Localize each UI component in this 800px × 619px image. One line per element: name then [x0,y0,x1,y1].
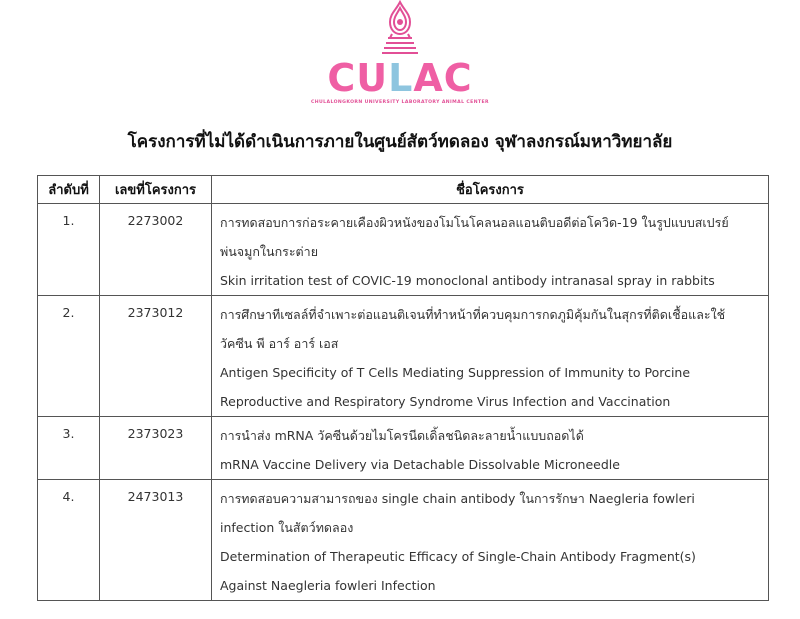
project-name-line: การนำส่ง mRNA วัคซีนด้วยไมโครนีดเดิ้ลชนิดละลายน้ำแบบถอดได้ [220,428,584,443]
project-name-line: Skin irritation test of COVIC-19 monoclonal antibody intranasal spray in rabbits [220,273,715,288]
project-name-line: การทดสอบการก่อระคายเคืองผิวหนังของโมโนโคลนอลแอนติบอดีต่อโควิด-19 ในรูปแบบสเปรย์ [220,215,729,230]
row-number: 4. [38,480,100,601]
table-row [38,204,769,296]
row-number: 2. [38,296,100,417]
table-header-row [38,176,769,204]
column-header-project-id: เลขที่โครงการ [100,176,212,204]
logo-wordmark: CULAC [327,56,473,100]
project-name-line: Antigen Specificity of T Cells Mediating Suppression of Immunity to Porcine [220,365,691,380]
column-header-project-name: ชื่อโครงการ [212,176,769,204]
column-header-no: ลำดับที่ [38,176,100,204]
page-title: โครงการที่ไม่ได้ดำเนินการภายในศูนย์สัตว์ทดลอง จุฬาลงกรณ์มหาวิทยาลัย [127,132,673,152]
project-name-line: การศึกษาทีเซลล์ที่จำเพาะต่อแอนติเจนที่ทำหน้าที่ควบคุมการกดภูมิคุ้มกันในสุกรที่ติดเชื้อและใช้ [220,307,726,322]
project-name [212,204,769,296]
project-name-line: การทดสอบความสามารถของ single chain antibody ในการรักษา Naegleria fowleri [220,491,695,506]
project-id: 2373012 [100,296,212,417]
chula-crest-icon [378,0,422,58]
project-name-line: Reproductive and Respiratory Syndrome Virus Infection and Vaccination [220,394,671,409]
projects-table [37,175,769,601]
project-name-line: วัคซีน พี อาร์ อาร์ เอส [220,336,339,351]
project-name-line: Against Naegleria fowleri Infection [220,578,436,593]
project-name [212,417,769,480]
project-id: 2373023 [100,417,212,480]
row-number: 3. [38,417,100,480]
project-name [212,480,769,601]
row-number: 1. [38,204,100,296]
logo-subtitle: CHULALONGKORN UNIVERSITY LABORATORY ANIMAL CENTER [311,100,489,105]
project-name-line: mRNA Vaccine Delivery via Detachable Dissolvable Microneedle [220,457,620,472]
project-id: 2273002 [100,204,212,296]
project-name [212,296,769,417]
project-name-line: พ่นจมูกในกระต่าย [220,244,319,259]
table-row [38,417,769,480]
project-name-line: Determination of Therapeutic Efficacy of Single-Chain Antibody Fragment(s) [220,549,696,564]
project-id: 2473013 [100,480,212,601]
culac-logo [300,0,500,112]
table-row [38,296,769,417]
table-row [38,480,769,601]
project-name-line: infection ในสัตว์ทดลอง [220,520,354,535]
